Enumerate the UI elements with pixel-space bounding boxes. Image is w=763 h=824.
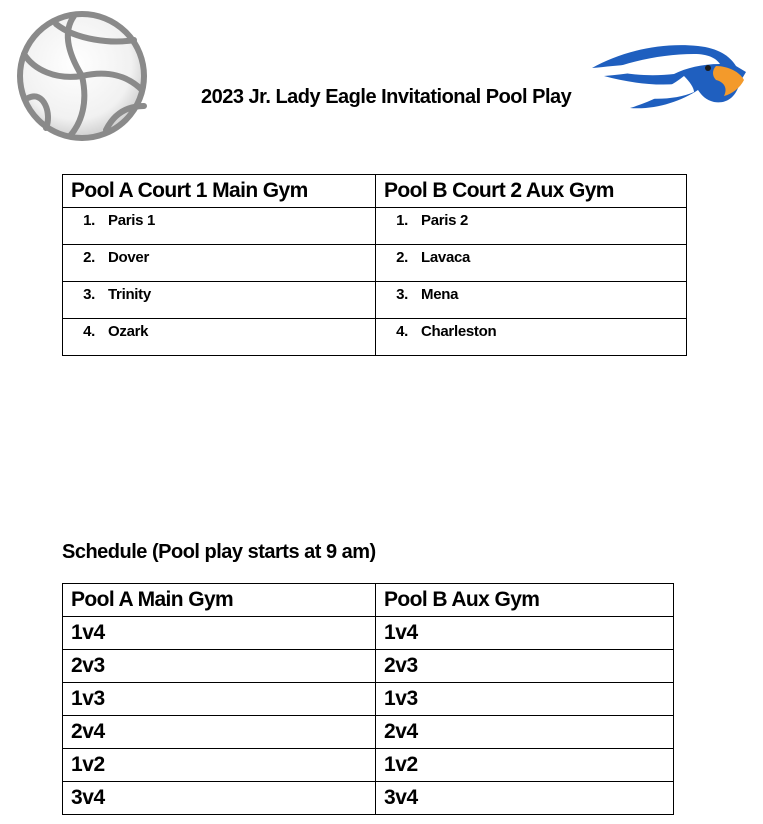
table-row [63,650,674,683]
pools-table [62,174,687,356]
list-number: 2. [396,248,408,266]
pool-a-header: Pool A Court 1 Main Gym [63,175,376,208]
matchup-cell: 3v4 [63,782,376,815]
team-name: Dover [108,248,150,266]
table-row [63,282,687,319]
table-row [63,319,687,356]
matchup-cell: 2v4 [63,716,376,749]
schedule-table [62,583,674,815]
team-name: Paris 1 [108,211,156,229]
pools-header-row [63,175,687,208]
schedule-header-row [63,584,674,617]
matchup-cell: 1v2 [376,749,674,782]
table-row [63,208,687,245]
eagle-logo-icon [590,38,748,116]
pool-b-aux-gym-header: Pool B Aux Gym [376,584,674,617]
list-number: 3. [83,285,95,303]
table-row [63,617,674,650]
team-name: Mena [421,285,459,303]
team-name: Lavaca [421,248,471,266]
matchup-cell: 1v2 [63,749,376,782]
team-name: Charleston [421,322,497,340]
list-number: 2. [83,248,95,266]
pool-a-main-gym-header: Pool A Main Gym [63,584,376,617]
list-number: 4. [83,322,95,340]
volleyball-icon [16,10,148,142]
schedule-title: Schedule (Pool play starts at 9 am) [62,541,376,563]
table-row [63,782,674,815]
table-row [63,716,674,749]
pool-b-header: Pool B Court 2 Aux Gym [376,175,687,208]
list-number: 1. [396,211,408,229]
team-name: Paris 2 [421,211,469,229]
list-number: 1. [83,211,95,229]
matchup-cell: 1v3 [376,683,674,716]
matchup-cell: 1v4 [376,617,674,650]
matchup-cell: 2v3 [63,650,376,683]
matchup-cell: 3v4 [376,782,674,815]
matchup-cell: 2v3 [376,650,674,683]
matchup-cell: 1v3 [63,683,376,716]
table-row [63,683,674,716]
table-row [63,245,687,282]
matchup-cell: 2v4 [376,716,674,749]
list-number: 4. [396,322,408,340]
matchup-cell: 1v4 [63,617,376,650]
team-name: Trinity [108,285,151,303]
table-row [63,749,674,782]
list-number: 3. [396,285,408,303]
team-name: Ozark [108,322,149,340]
page-title: 2023 Jr. Lady Eagle Invitational Pool Play [201,86,572,108]
